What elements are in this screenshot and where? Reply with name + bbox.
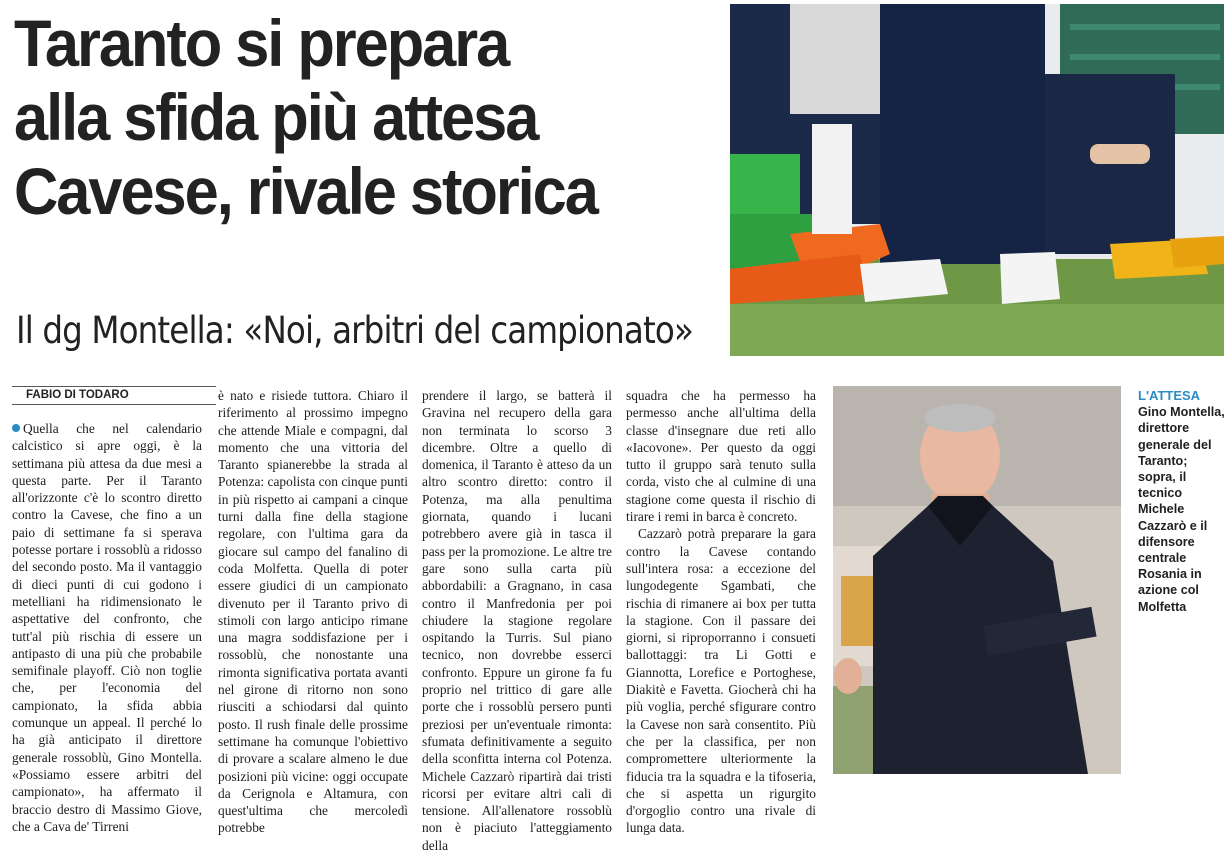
bench-photo <box>730 4 1224 356</box>
article-paragraph <box>12 420 202 835</box>
article-column-1 <box>12 420 202 834</box>
article-paragraph-text: Quella che nel calendario calcistico si apre oggi, è la settimana più attesa da due mesi a questa parte. Per il Taranto all'orizzonte c'è lo scontro diretto contro la Cavese, che fino a un paio di settimane fa si sperava potesse portare i rossoblù a ridosso del secondo posto. Ma il vantaggio di dieci punti di cui godono i metelliani ha ridimensionato le aspettative del confronto, che tutt'al più rischia di essere un antipasto di una più che probabile semifinale playoff. Ciò non toglie che, per l'economia del campionato, la sfida abbia comunque un appeal. Il perché lo ha già anticipato il direttore generale rossoblù, Gino Montella. «Possiamo essere arbitri del campionato», ha affermato il braccio destro di Massimo Giove, che a Cava de' Tirreni <box>12 421 202 834</box>
article-paragraph: prendere il largo, se batterà il Gravina nel recupero della gara non terminata lo scorso 3 dicembre. Oltre a quello di domenica, il Taranto è atteso da un altro scontro diretto: contro il Potenza, ma alla penultima giornata, quando i lucani potrebbero avere già in tasca il pass per la promozione. Le altre tre gare sono sulla carta più abbordabili: a Gragnano, in casa contro il Manfredonia per poi chiudere la stagione regolare ospitando la Turris. Sul piano tecnico, non dovrebbe esserci confronto. Eppure un girone fa fu proprio nel trittico di gare alle porte che i rossoblù persero punti preziosi per un'eventuale rimonta: sfumata definitivamente a seguito della sconfitta interna col Potenza. Michele Cazzarò ripartirà dai tristi ricorsi per evitare altri cali di tensione. All'allenatore rossoblù non è piaciuto l'atteggiamento della <box>422 388 612 853</box>
article-column-3 <box>422 387 612 853</box>
headline-line-1: Taranto si prepara <box>14 6 509 80</box>
bullet-icon <box>12 424 20 432</box>
article-column-2 <box>218 387 408 836</box>
byline: FABIO DI TODARO <box>12 386 216 405</box>
headline-line-3: Cavese, rivale storica <box>14 154 597 228</box>
article-paragraph: Cazzarò potrà preparare la gara contro la Cavese contando sull'intera rosa: a eccezione del lungodegente Sgambati, che rischia di rimanere ai box per tutta la stagione. Con il passare dei giorni, si riproporranno i consueti ballottaggi: tra Li Gotti e Giannotta, Lorefice e Portoghese, Diakitè e Favetta. Giocherà chi ha più voglia, perché sfigurare contro la Cavese non sarà consentito. Più che per la classifica, per non compromettere ulteriormente la fiducia tra la squadra e la tifoseria, che si aspetta un rigurgito d'orgoglio contro una rivale di lunga data. <box>626 526 816 836</box>
photo-caption <box>1138 388 1226 615</box>
caption-label: L'ATTESA <box>1138 388 1201 403</box>
director-portrait-illustration <box>833 386 1121 774</box>
article-paragraph: squadra che ha permesso ha permesso anche all'ultima della classe d'insegnare due reti allo «Iacovone». Per questo da oggi tutto il gruppo sarà tenuto sulla corda, visto che al culmine di una stagione come questa il rischio di tirare i remi in barca è concreto. <box>626 388 816 525</box>
caption-text: Gino Montella, direttore generale del Taranto; sopra, il tecnico Michele Cazzarò e il difensore centrale Rosania in azione col Molfetta <box>1138 405 1225 614</box>
headline-line-2: alla sfida più attesa <box>14 80 538 154</box>
director-portrait-photo <box>833 386 1121 774</box>
bench-photo-illustration <box>730 4 1224 356</box>
article-paragraph: è nato e risiede tuttora. Chiaro il riferimento al prossimo impegno che attende Miale e compagni, dal momento che una vittoria del Taranto spianerebbe la strada al Potenza: capolista con cinque punti in più rispetto ai campani a cinque turni dalla fine della stagione regolare, con l'ultima gara da giocare sul campo del fanalino di coda Molfetta. Quella di poter essere giudici di un campionato divenuto per il Taranto privo di stimoli con largo anticipo rimane una magra soddisfazione per i rossoblù, che nonostante una rimonta significativa portata avanti nel girone di ritorno non sono riusciti a schiodarsi dal quinto posto. Il rush finale delle prossime settimane ha comunque l'obiettivo di provare a scalare almeno le due posizioni più vicine: oggi occupate da Cerignola e Altamura, con quest'ultima che mercoledì potrebbe <box>218 388 408 836</box>
article-column-4 <box>626 387 816 836</box>
subheadline: Il dg Montella: «Noi, arbitri del campionato» <box>16 309 693 352</box>
headline <box>14 6 670 228</box>
